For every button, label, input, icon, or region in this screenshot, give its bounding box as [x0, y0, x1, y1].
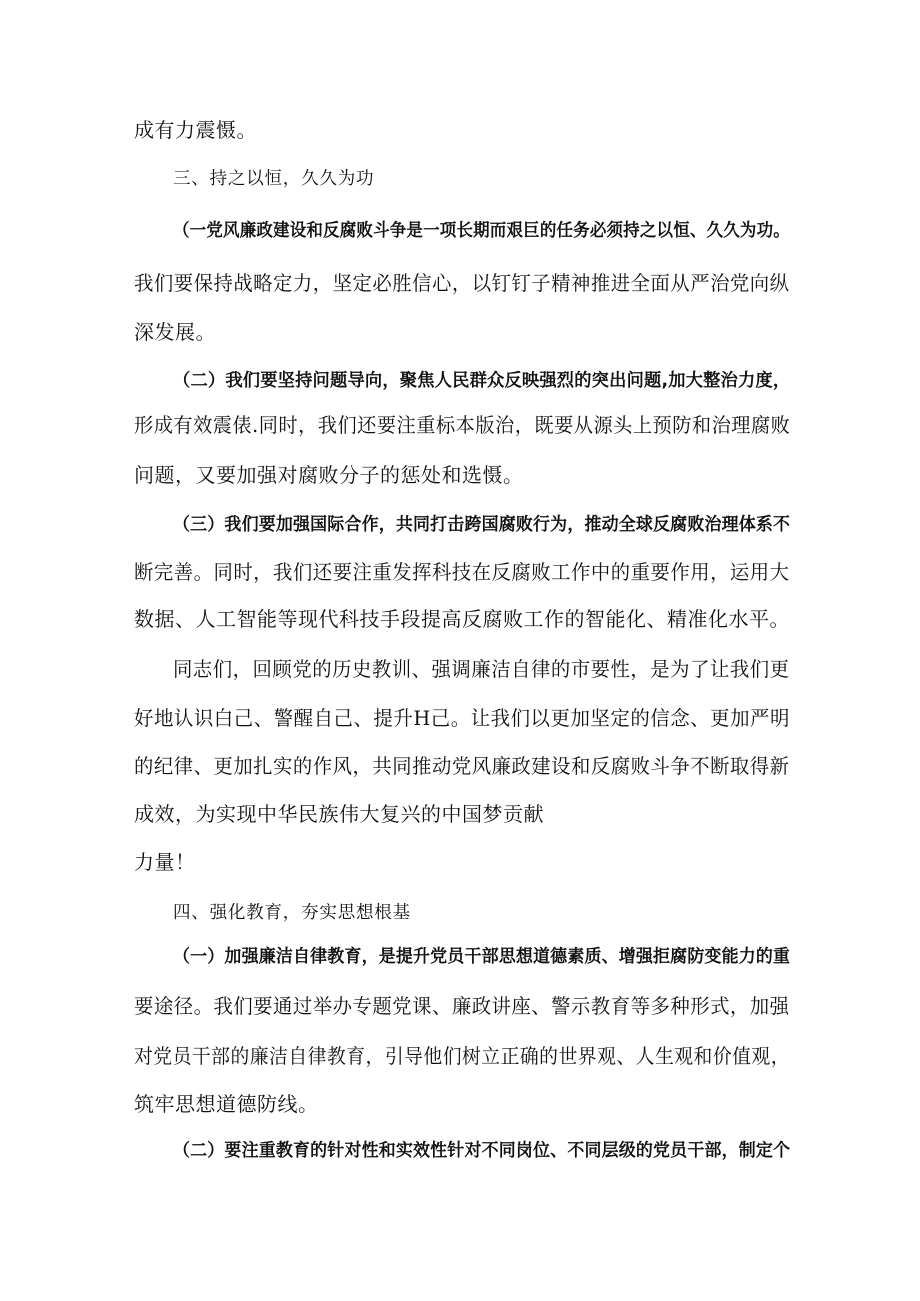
- text-line: 要途径。我们要通过举办专题党课、廉政讲座、警示教育等多种形式，加强: [134, 994, 790, 1018]
- text-line: 数据、人工智能等现代科技手段提高反腐败工作的智能化、精准化水平。: [134, 607, 790, 631]
- text-line: 断完善。同时，我们还要注重发挥科技在反腐败工作中的重要作用，运用大: [134, 560, 790, 584]
- text-line: 成有力震慑。: [134, 118, 257, 142]
- section-heading: 四、强化教育，夯实思想根基: [173, 903, 411, 923]
- text-line: （二）我们要坚持问题导向，聚焦人民群众反映强烈的突出问题,加大整治力度，: [173, 371, 791, 391]
- text-line: 问题，又要加强对腐败分子的惩处和选慑。: [134, 463, 524, 487]
- text-line: 同志们，回顾党的历史教训、强调廉洁自律的市要性，是为了让我们更: [173, 657, 790, 681]
- text-line: 深发展。: [134, 320, 216, 344]
- text-line: 形成有效震俵.同时，我们还要注重标本版治，既要从源头上预防和治理腐败: [134, 413, 791, 437]
- text-line: （一党风廉政建设和反腐败斗争是一项长期而艰巨的任务必须持之以恒、久久为功。: [173, 221, 790, 241]
- text-line: 成效，为实现中华民族伟大复兴的中国梦贡献: [134, 802, 544, 826]
- text-line: 好地认识白己、警醒自己、提升H己。让我们以更加坚定的信念、更加严明: [134, 706, 790, 730]
- text-line: 筑牢思想道德防线。: [134, 1092, 319, 1116]
- text-line: 的纪律、更加扎实的作风，共同推动党风廉政建设和反腐败斗争不断取得新: [134, 754, 790, 778]
- text-line: （三）我们要加强国际合作，共同打击跨国腐败行为，推动全球反腐败治理体系不: [173, 515, 791, 535]
- text-line: （二）要注重教育的针对性和实效性针对不同岗位、不同层级的党员干部，制定个: [173, 1141, 791, 1161]
- text-line: 我们要保持战略定力，坚定必胜信心，以钉钉子精神推进全面从严治党向纵: [134, 271, 790, 295]
- text-line: 力量！: [134, 850, 196, 874]
- text-line: 对党员干部的廉洁自律教育，引导他们树立正确的世界观、人生观和价值观，: [134, 1044, 791, 1068]
- text-line: （一）加强廉洁自律教育，是提升党员干部思想道德素质、增强拒腐防变能力的重: [173, 947, 791, 967]
- section-heading: 三、持之以恒，久久为功: [173, 169, 375, 189]
